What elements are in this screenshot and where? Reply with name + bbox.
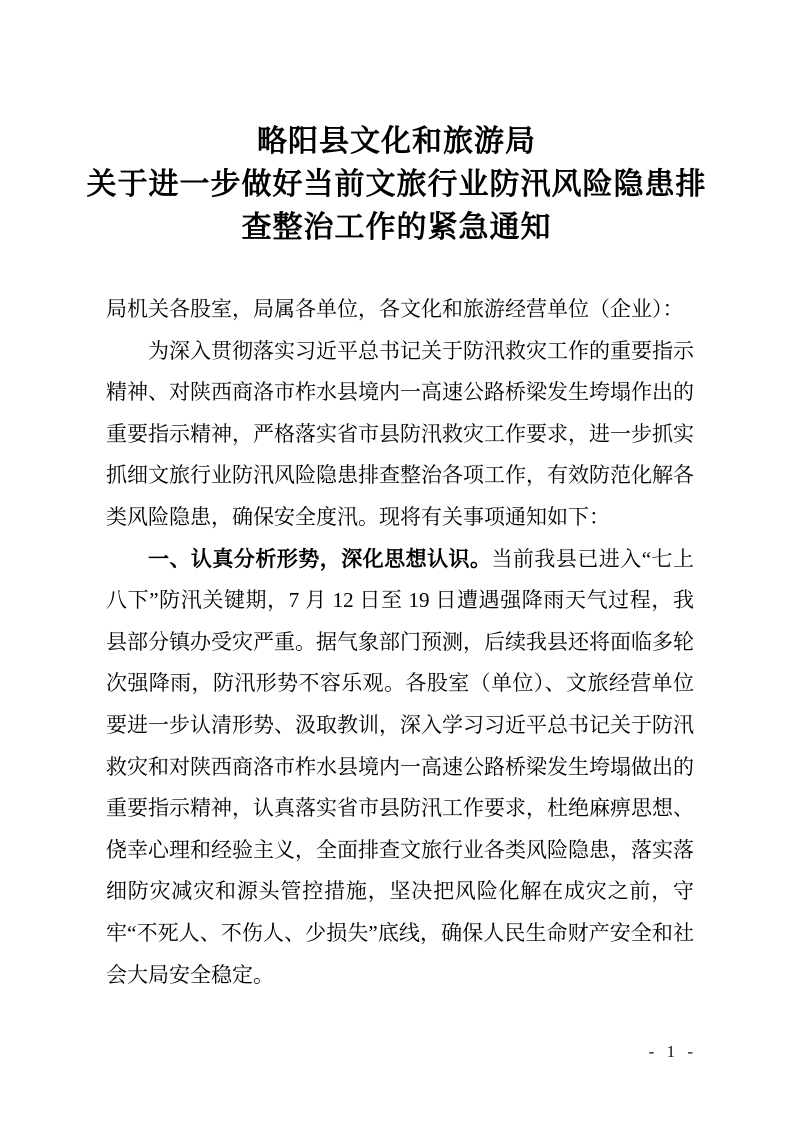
salutation: 局机关各股室，局属各单位，各文化和旅游经营单位（企业）： bbox=[106, 297, 684, 321]
paragraph-2-text: 当前我县已进入“七上八下”防汛关键期，7 月 12 日至 19 日遭遇强降雨天气过程，我县部分镇办受灾严重。据气象部门预测，后续我县还将面临多轮次强降雨，防汛形势不容乐观。各股室（单位）、文旅经营单位要进一步认清形势、汲取教训，深入学习习近平总书记关于防汛救灾和对陕西商洛市柞水县境内一高速公路桥梁发生垮塌做出的重要指示精神，认真落实省市县防汛工作要求，杜绝麻痹思想、侥幸心理和经验主义，全面排查文旅行业各类风险隐患，落实落细防灾减灾和源头管控措施，坚决把风险化解在成灾之前，守牢“不死人、不伤人、少损失”底线，确保人民生命财产安全和社会大局安全稳定。 bbox=[106, 546, 694, 987]
document-title-line-2: 关于进一步做好当前文旅行业防汛风险隐患排 bbox=[86, 168, 707, 201]
paragraph-1-text: 为深入贯彻落实习近平总书记关于防汛救灾工作的重要指示精神、对陕西商洛市柞水县境内一高速公路桥梁发生垮塌作出的重要指示精神，严格落实省市县防汛救灾工作要求，进一步抓实抓细文旅行业防汛风险隐患排查整治各项工作，有效防范化解各类风险隐患，确保安全度汛。现将有关事项通知如下： bbox=[106, 338, 694, 529]
document-title-line-1: 略阳县文化和旅游局 bbox=[257, 125, 536, 158]
page-number: - 1 - bbox=[648, 1042, 697, 1061]
document-title-line-3: 查整治工作的紧急通知 bbox=[241, 211, 552, 244]
paragraph-2-heading: 一、认真分析形势，深化思想认识。 bbox=[148, 547, 492, 571]
paragraph-2 bbox=[106, 539, 694, 997]
document-body bbox=[106, 289, 694, 996]
document-title bbox=[0, 0, 793, 249]
paragraph-1 bbox=[106, 331, 694, 539]
